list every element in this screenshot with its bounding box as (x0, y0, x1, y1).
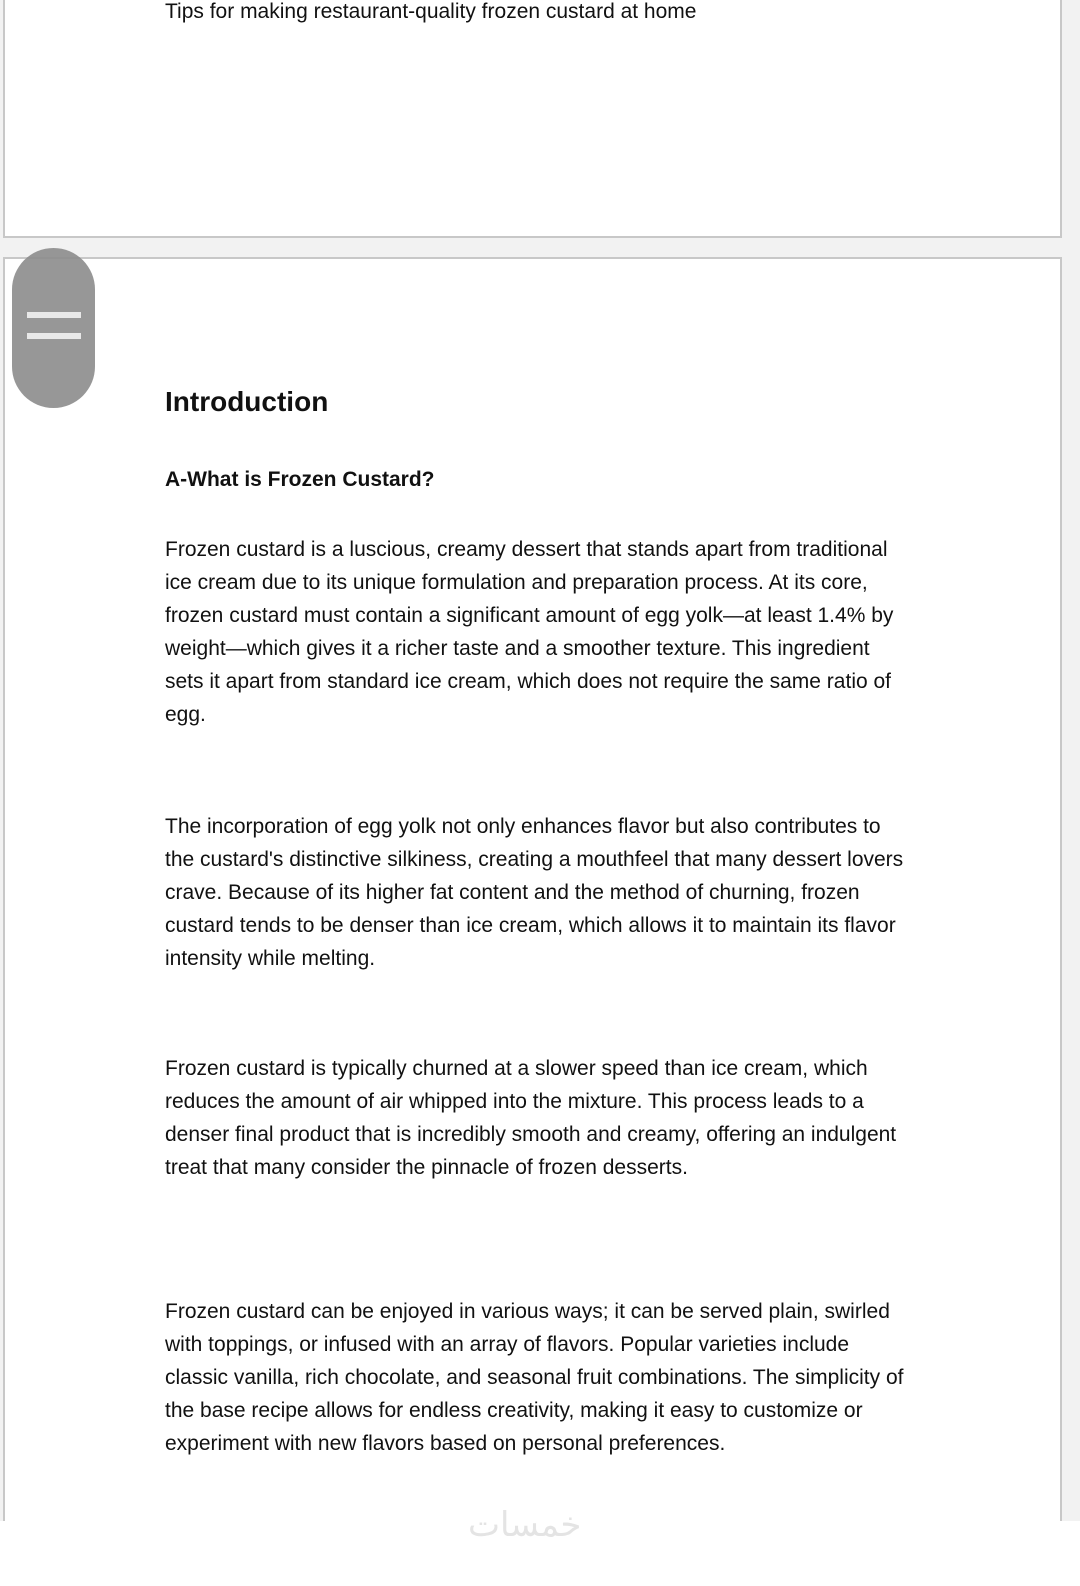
handle-line-icon (27, 333, 81, 339)
page-caption: Tips for making restaurant-quality frozen custard at home (165, 0, 697, 23)
paragraph: The incorporation of egg yolk not only enhances flavor but also contributes to the custard's distinctive silkiness, creating a mouthfeel that many dessert lovers crave. Because of its higher fat content and the method of churning, frozen custard tends to be denser than ice cream, which allows it to maintain its flavor intensity while melting. (165, 815, 904, 970)
paragraph: Frozen custard is a luscious, creamy dessert that stands apart from traditional ice cream due to its unique formulation and preparation process. At its core, frozen custard must contain a significant amount of egg yolk—at least 1.4% by weight—which gives it a richer taste and a smoother texture. This ingredient sets it apart from standard ice cream, which does not require the same ratio of egg. (165, 538, 894, 726)
paragraph: Frozen custard can be enjoyed in various ways; it can be served plain, swirled with toppings, or infused with an array of flavors. Popular varieties include classic vanilla, rich chocolate, and seasonal fruit combinations. The simplicity of the base recipe allows for endless creativity, making it easy to customize or experiment with new flavors based on personal preferences. (165, 1300, 904, 1455)
handle-line-icon (27, 312, 81, 318)
section-heading: Introduction (165, 386, 329, 417)
watermark-logo: خمسات (468, 1505, 582, 1545)
document-page-1 (3, 0, 1062, 238)
drag-handle[interactable] (12, 248, 95, 408)
paragraph: Frozen custard is typically churned at a slower speed than ice cream, which reduces the amount of air whipped into the mixture. This process leads to a denser final product that is incredibly smooth and creamy, offering an indulgent treat that many consider the pinnacle of frozen desserts. (165, 1057, 897, 1179)
subsection-heading: A-What is Frozen Custard? (165, 468, 435, 491)
